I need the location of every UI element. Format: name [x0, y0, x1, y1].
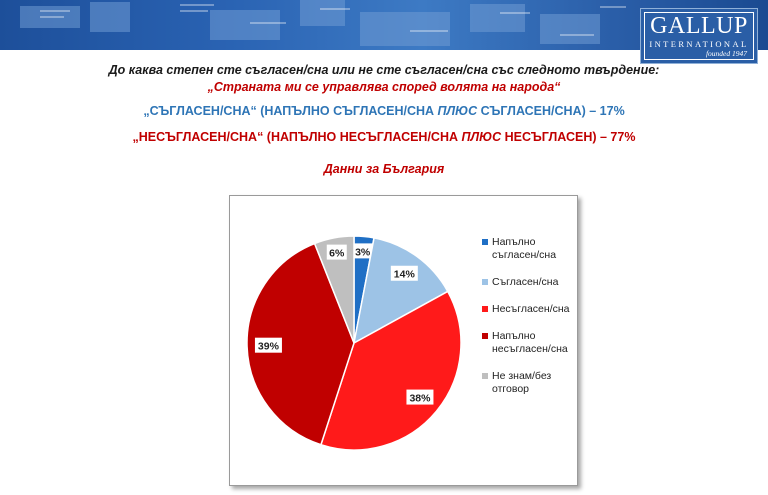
disagree-summary	[0, 130, 768, 144]
legend-label: Несъгласен/сна	[492, 303, 570, 315]
data-label	[406, 390, 433, 405]
data-label	[353, 243, 373, 258]
agree-summary	[0, 104, 768, 118]
legend-item	[482, 236, 577, 262]
chart-frame	[229, 195, 578, 486]
logo-founded: founded 1947	[705, 49, 747, 58]
data-label-text: 14%	[393, 268, 415, 281]
legend-swatch	[482, 279, 488, 285]
legend-item	[482, 276, 577, 289]
disagree-summary-a: „НЕСЪГЛАСЕН/СНА“ (НАПЪЛНО НЕСЪГЛАСЕН/СНА	[132, 130, 462, 144]
legend-swatch	[482, 333, 488, 339]
header-banner	[0, 0, 768, 58]
legend-item	[482, 303, 577, 316]
agree-summary-a: „СЪГЛАСЕН/СНА“ (НАПЪЛНО СЪГЛАСЕН/СНА	[143, 104, 438, 118]
agree-summary-plus: ПЛЮС	[437, 104, 478, 118]
agree-summary-b: СЪГЛАСЕН/СНА) – 17%	[477, 104, 625, 118]
question-line-1: До каква степен сте съгласен/сна или не сте съгласен/сна със следното твърдение:	[108, 63, 660, 77]
legend-label: Не знам/без отговор	[492, 370, 552, 395]
disagree-summary-b: НЕСЪГЛАСЕН) – 77%	[501, 130, 636, 144]
data-label-text: 39%	[257, 340, 279, 353]
chart-subtitle: Данни за България	[323, 162, 445, 176]
logo-name: GALLUP	[650, 13, 748, 39]
legend-item	[482, 370, 577, 396]
data-label-text: 3%	[355, 246, 371, 259]
chart-legend	[482, 236, 577, 396]
legend-swatch	[482, 373, 488, 379]
gallup-logo	[640, 8, 758, 64]
legend-label: Напълно несъгласен/сна	[492, 330, 568, 355]
legend-label: Напълно съгласен/сна	[492, 236, 557, 261]
legend-swatch	[482, 239, 488, 245]
logo-subtitle: INTERNATIONAL	[649, 39, 749, 49]
question-line-2: „Страната ми се управлява според волята на народа“	[207, 80, 561, 94]
data-label-text: 6%	[329, 247, 345, 260]
legend-swatch	[482, 306, 488, 312]
legend-label: Съгласен/сна	[492, 276, 559, 288]
data-label	[327, 245, 347, 260]
data-label	[391, 266, 418, 281]
legend-item	[482, 330, 577, 356]
disagree-summary-plus: ПЛЮС	[461, 130, 502, 144]
data-label	[255, 338, 282, 353]
data-label-text: 38%	[409, 392, 431, 405]
